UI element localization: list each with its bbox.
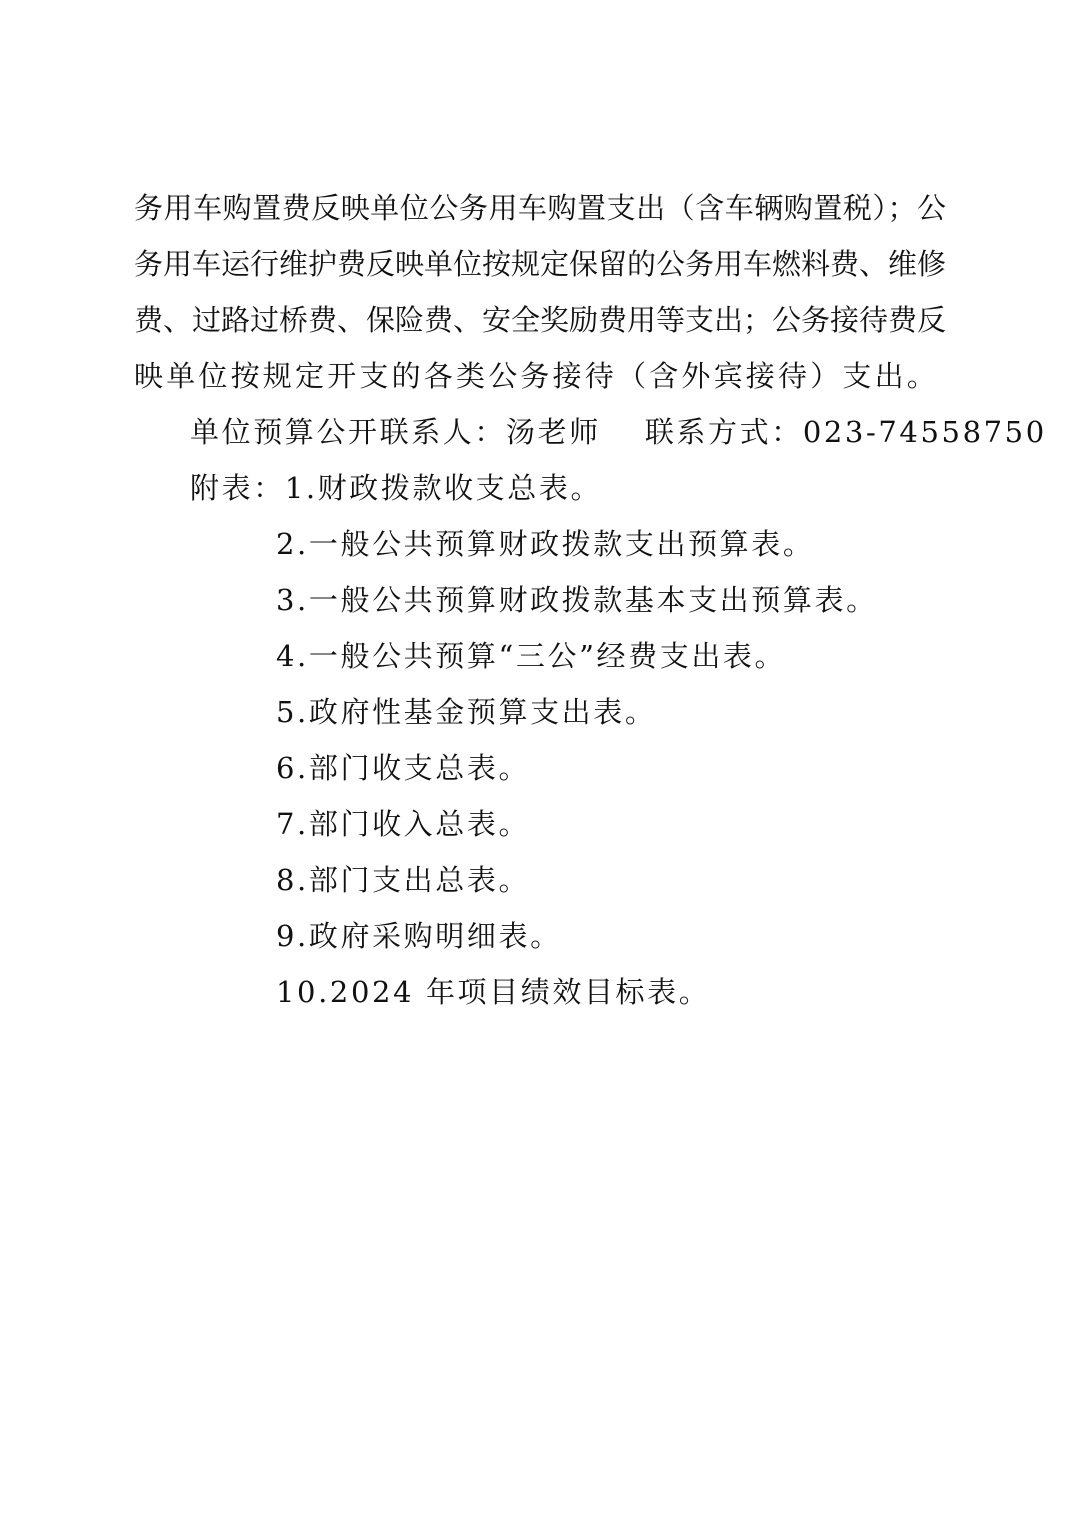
attachments-heading-line — [190, 468, 602, 508]
paragraph-line-1: 务用车购置费反映单位公务用车购置支出（含车辆购置税）；公 — [134, 191, 946, 225]
paragraph-line-2: 务用车运行维护费反映单位按规定保留的公务用车燃料费、维修 — [134, 247, 947, 281]
attachment-item-9: 9.政府采购明细表。 — [276, 919, 562, 953]
paragraph-line-4: 映单位按规定开支的各类公务接待（含外宾接待）支出。 — [134, 359, 940, 393]
attachment-item-1: 1.财政拨款收支总表。 — [284, 471, 603, 505]
contact-phone: 联系方式：023-74558750 — [644, 415, 1047, 449]
attachment-item-3: 3.一般公共预算财政拨款基本支出预算表。 — [276, 583, 878, 617]
paragraph-line-3: 费、过路过桥费、保险费、安全奖励费用等支出；公务接待费反 — [134, 303, 947, 337]
attachments-heading: 附表： — [190, 471, 285, 505]
attachment-item-2: 2.一般公共预算财政拨款支出预算表。 — [276, 527, 815, 561]
attachment-item-8: 8.部门支出总表。 — [276, 863, 531, 897]
contact-line — [190, 412, 1047, 452]
attachment-item-6: 6.部门收支总表。 — [276, 751, 531, 785]
attachment-item-4: 4.一般公共预算“三公”经费支出表。 — [276, 639, 787, 673]
attachment-item-7: 7.部门收入总表。 — [276, 807, 531, 841]
attachment-item-5: 5.政府性基金预算支出表。 — [276, 695, 657, 729]
contact-person: 单位预算公开联系人：汤老师 — [190, 415, 601, 449]
attachment-item-10: 10.2024 年项目绩效目标表。 — [276, 975, 711, 1009]
